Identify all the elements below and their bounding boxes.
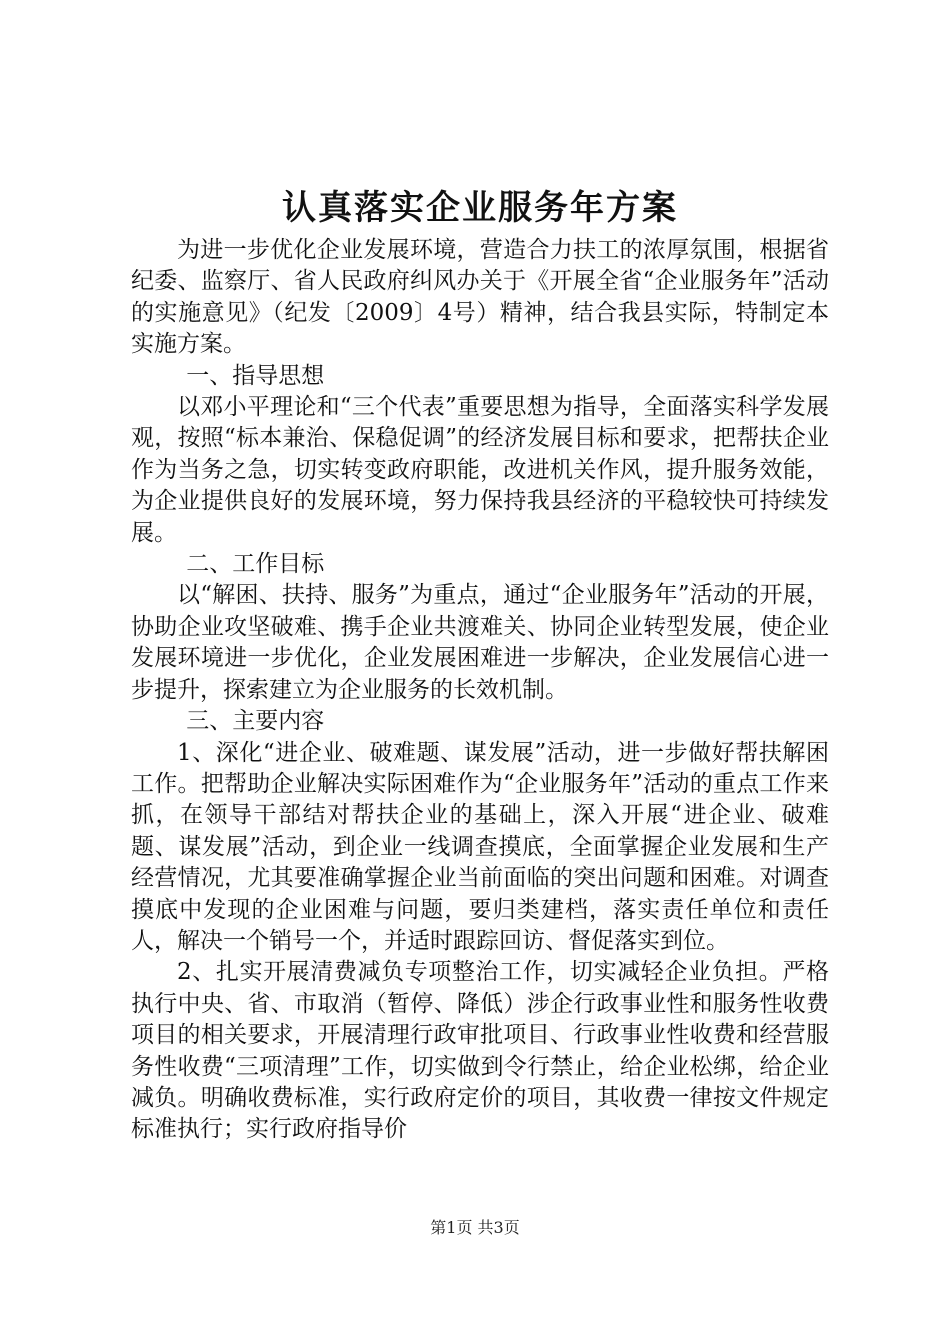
section-paragraph: 以“解困、扶持、服务”为重点，通过“企业服务年”活动的开展，协助企业攻坚破难、携手企业共渡难关、协同企业转型发展，使企业发展环境进一步优化，企业发展困难进一步解决，企业发展信心进一步提升，探索建立为企业服务的长效机制。 [131, 582, 829, 703]
section-heading-guiding-ideology: 一、指导思想 [186, 362, 325, 389]
section-paragraph: 以邓小平理论和“三个代表”重要思想为指导，全面落实科学发展观，按照“标本兼治、保稳促调”的经济发展目标和要求，把帮扶企业作为当务之急，切实转变政府职能，改进机关作风，提升服务效能，为企业提供良好的发展环境，努力保持我县经济的平稳较快可持续发展。 [131, 394, 829, 546]
page-footer: 第1页 共3页 [430, 1218, 520, 1237]
intro-paragraph: 为进一步优化企业发展环境，营造合力扶工的浓厚氛围，根据省纪委、监察厅、省人民政府纠风办关于《开展全省“企业服务年”活动的实施意见》（纪发〔2009〕4号）精神，结合我县实际，特制定本实施方案。 [131, 237, 829, 358]
document-body [131, 186, 829, 1146]
section-heading-main-content: 三、主要内容 [186, 708, 325, 735]
section-heading-work-goals: 二、工作目标 [186, 551, 325, 578]
section-paragraph: 2、扎实开展清费减负专项整治工作，切实减轻企业负担。严格执行中央、省、市取消（暂停、降低）涉企行政事业性和服务性收费项目的相关要求，开展清理行政审批项目、行政事业性收费和经营服务性收费“三项清理”工作，切实做到令行禁止，给企业松绑，给企业减负。明确收费标准，实行政府定价的项目，其收费一律按文件规定标准执行；实行政府指导价 [131, 959, 829, 1143]
section-paragraph: 1、深化“进企业、破难题、谋发展”活动，进一步做好帮扶解困工作。把帮助企业解决实际困难作为“企业服务年”活动的重点工作来抓，在领导干部结对帮扶企业的基础上，深入开展“进企业、破难题、谋发展”活动，到企业一线调查摸底，全面掌握企业发展和生产经营情况，尤其要准确掌握企业当前面临的突出问题和困难。对调查摸底中发现的企业困难与问题，要归类建档，落实责任单位和责任人，解决一个销号一个，并适时跟踪回访、督促落实到位。 [131, 739, 829, 954]
document-title: 认真落实企业服务年方案 [282, 188, 678, 228]
